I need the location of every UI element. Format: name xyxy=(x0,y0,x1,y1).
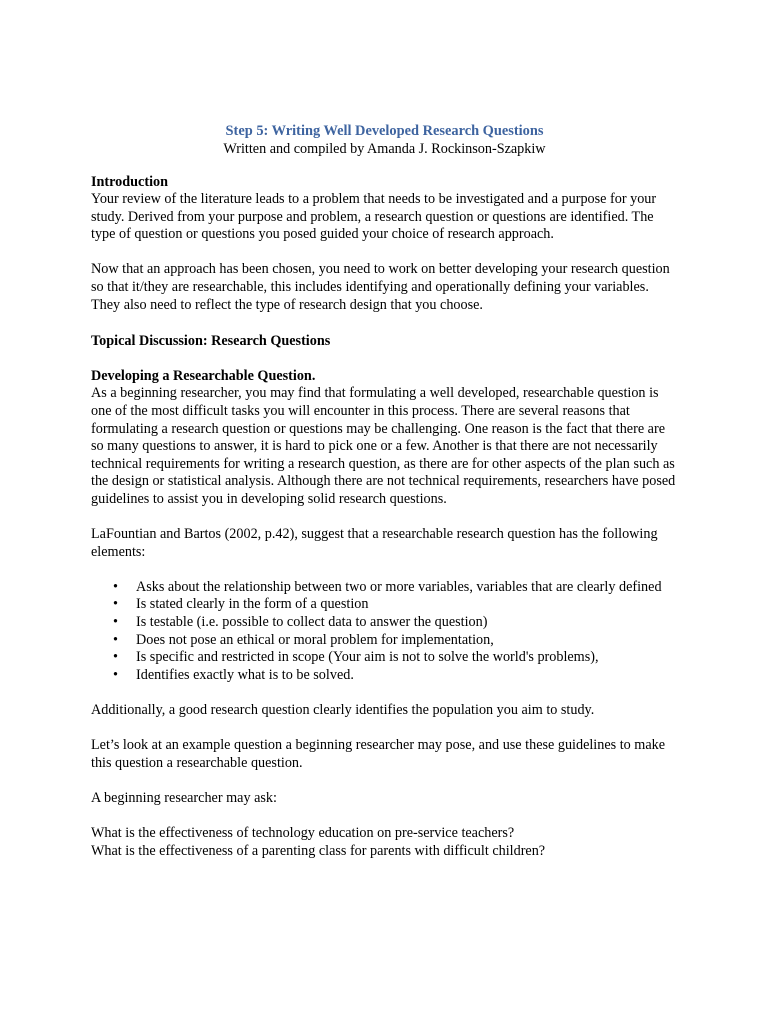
list-item-text: Is stated clearly in the form of a question xyxy=(136,596,369,613)
bullet-icon: • xyxy=(113,596,118,613)
list-item xyxy=(91,579,678,597)
list-item xyxy=(91,614,678,632)
document-title: Step 5: Writing Well Developed Research Questions xyxy=(225,123,544,139)
developing-paragraph-3: Additionally, a good research question clearly identifies the population you aim to study. xyxy=(91,702,595,719)
list-item xyxy=(91,667,678,685)
example-question-1: What is the effectiveness of technology education on pre-service teachers? xyxy=(91,825,515,842)
introduction-paragraph-1: Your review of the literature leads to a problem that needs to be investigated and a purpose for your study. Derived from your purpose and problem, a research question or questions are identified. The type of question or questions you posed guided your choice of research approach. xyxy=(91,191,657,243)
developing-paragraph-5: A beginning researcher may ask: xyxy=(91,790,277,806)
bullet-icon: • xyxy=(113,614,118,631)
list-item-text: Is specific and restricted in scope (Your aim is not to solve the world's problems), xyxy=(136,649,599,666)
example-question-2: What is the effectiveness of a parenting class for parents with difficult children? xyxy=(91,842,546,859)
developing-paragraph-1: As a beginning researcher, you may find that formulating a well developed, researchable question is one of the most difficult tasks you will encounter in this process. There are several reasons that formulating a research question or questions may be challenging. One reason is the fact that there are so many questions to answer, it is hard to pick one or a few. Another is that there are not necessarily technical requirements for writing a research question, as there are for other aspects of the plan such as the design or statistical analysis. Although there are not technical requirements, researchers have posed guidelines to assist you in developing solid research questions. xyxy=(91,385,676,507)
bullet-icon: • xyxy=(113,649,118,666)
list-item-text: Identifies exactly what is to be solved. xyxy=(136,666,354,683)
list-item-text: Asks about the relationship between two or more variables, variables that are clearly defined xyxy=(136,578,662,595)
bullet-icon: • xyxy=(113,666,118,683)
topical-discussion-heading: Topical Discussion: Research Questions xyxy=(91,332,331,349)
developing-paragraph-4: Let’s look at an example question a beginning researcher may pose, and use these guidelines to make this question a researchable question. xyxy=(91,737,666,771)
developing-question-heading: Developing a Researchable Question. xyxy=(91,368,316,385)
list-item-text: Is testable (i.e. possible to collect data to answer the question) xyxy=(136,614,488,631)
developing-paragraph-2: LaFountian and Bartos (2002, p.42), suggest that a researchable research question has the following elements: xyxy=(91,526,658,560)
list-item-text: Does not pose an ethical or moral problem for implementation, xyxy=(136,631,494,648)
bullet-icon: • xyxy=(113,578,118,595)
introduction-heading: Introduction xyxy=(91,174,168,190)
list-item xyxy=(91,632,678,650)
list-item xyxy=(91,596,678,614)
introduction-paragraph-2: Now that an approach has been chosen, you need to work on better developing your research question so that it/they are researchable, this includes identifying and operationally defining your variables. They also need to reflect the type of research design that you choose. xyxy=(91,261,670,313)
elements-list xyxy=(91,579,678,685)
list-item xyxy=(91,649,678,667)
document-byline: Written and compiled by Amanda J. Rockinson-Szapkiw xyxy=(223,141,546,157)
bullet-icon: • xyxy=(113,631,118,648)
